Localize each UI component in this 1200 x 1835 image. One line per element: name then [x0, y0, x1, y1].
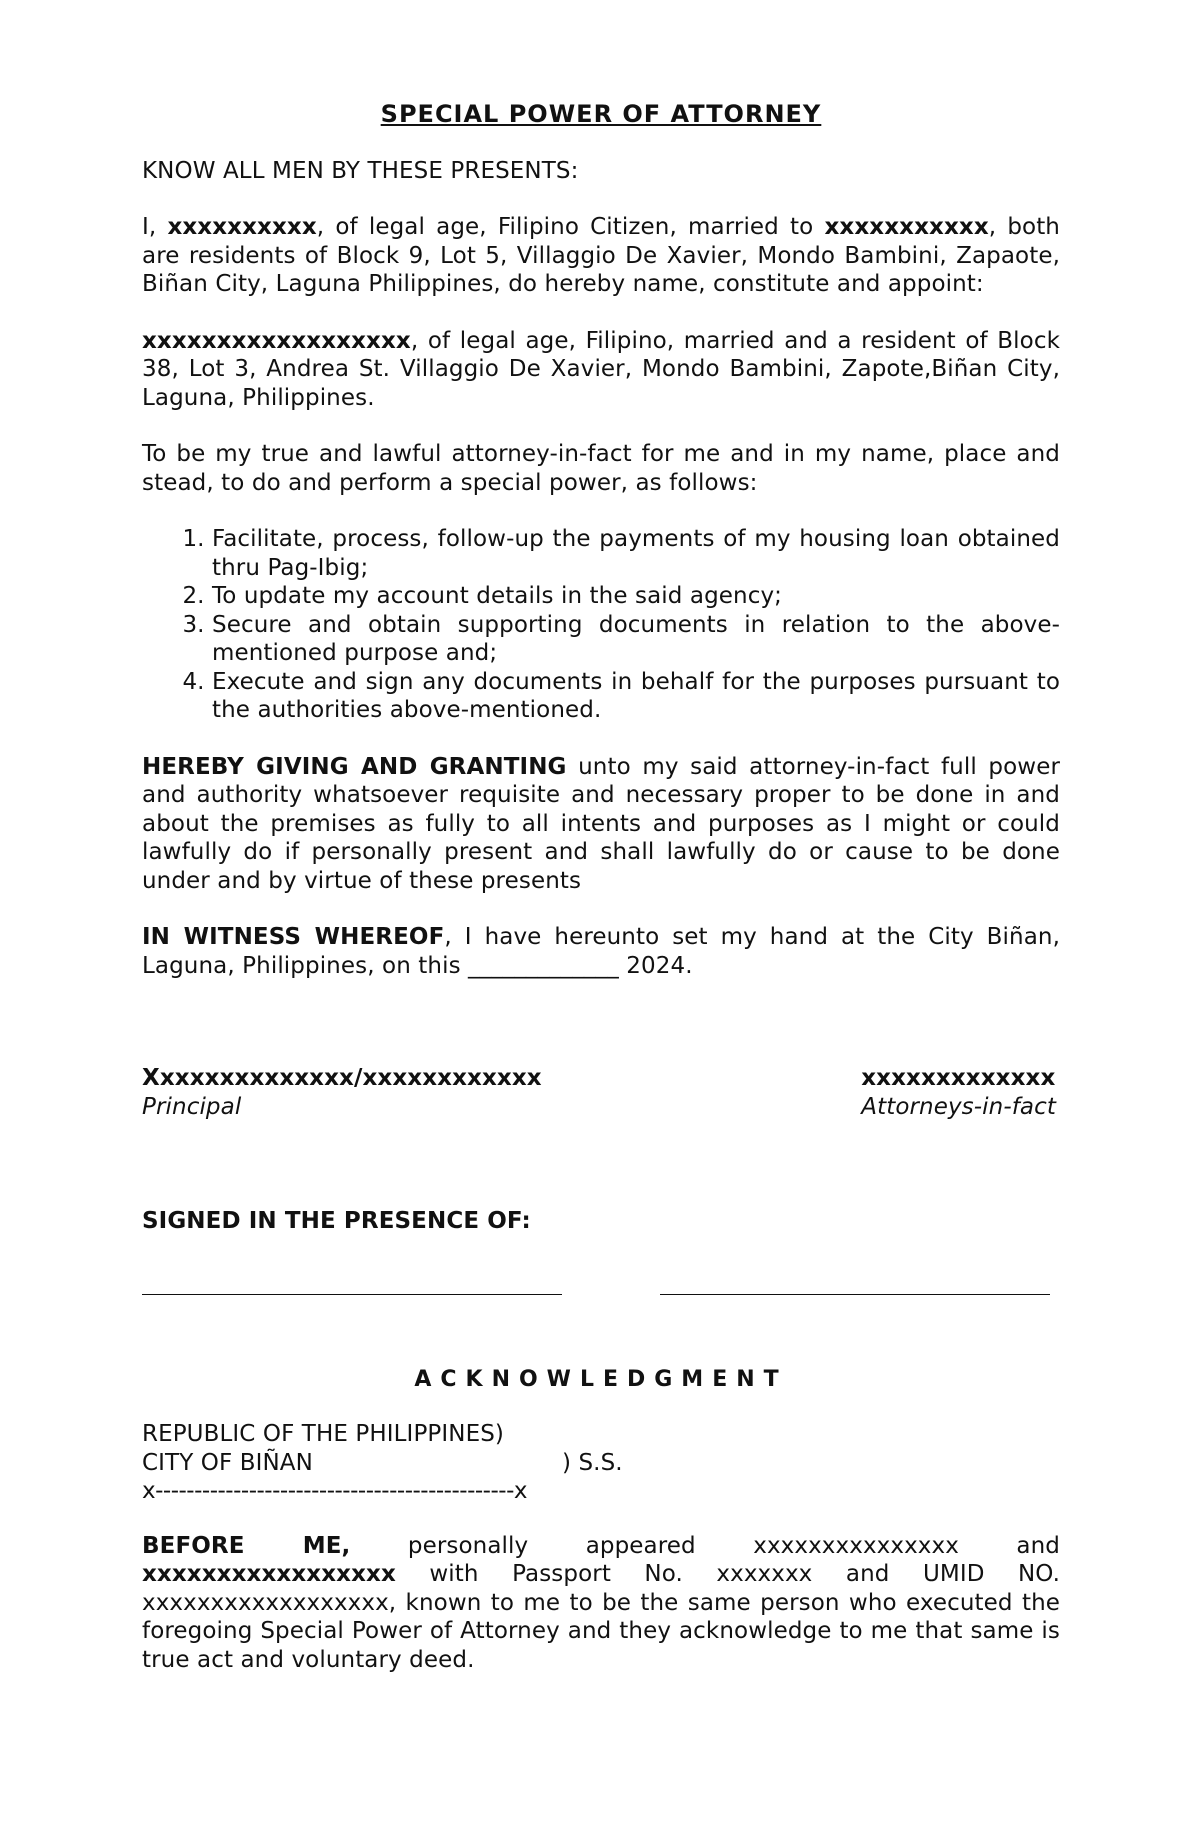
- spouse-name: xxxxxxxxxxx: [824, 214, 989, 240]
- venue-line-1: REPUBLIC OF THE PHILIPPINES): [142, 1421, 504, 1447]
- granting-paragraph: [142, 753, 1060, 896]
- document-page: [142, 100, 1060, 1702]
- ack-lead: BEFORE ME,: [142, 1532, 351, 1559]
- witnesses-heading: SIGNED IN THE PRESENCE OF:: [142, 1208, 531, 1234]
- attorney-role: Attorneys-in-fact: [861, 1093, 1056, 1120]
- attorney-signature-name: xxxxxxxxxxxxx: [861, 1065, 1056, 1091]
- principal-role: Principal: [142, 1093, 242, 1120]
- document-title: SPECIAL POWER OF ATTORNEY: [380, 100, 822, 128]
- granting-lead: HEREBY GIVING AND GRANTING: [142, 753, 567, 780]
- witness-signature-line: [660, 1276, 1050, 1295]
- venue-city: CITY OF BIÑAN: [142, 1449, 313, 1476]
- ack-part2: with Passport No. xxxxxxx and UMID NO. xxxxxxxxxxxxxxxxxx, known to me to be the same person who executed the foregoing Special Power of Attorney and they acknowledge to me that same is true act and voluntary deed.: [142, 1561, 1060, 1673]
- signature-block: [142, 1064, 1060, 1121]
- witness-lines: [142, 1276, 1060, 1296]
- principal-signature-name: Xxxxxxxxxxxxxx/xxxxxxxxxxxx: [142, 1065, 542, 1091]
- list-item: 2. To update my account details in the said agency;: [212, 582, 1060, 611]
- venue-ss: ) S.S.: [562, 1449, 623, 1476]
- list-item: 3. Secure and obtain supporting documents in relation to the above-mentioned purpose and;: [212, 611, 1060, 668]
- witness-lead: IN WITNESS WHEREOF: [142, 924, 445, 950]
- principal-prefix: I,: [142, 214, 168, 240]
- ack-part1: personally appeared xxxxxxxxxxxxxxx and: [350, 1532, 1060, 1559]
- acknowledgment-body: [142, 1532, 1060, 1675]
- witness-paragraph: [142, 923, 1060, 980]
- ack-bold-name: xxxxxxxxxxxxxxxxx: [142, 1561, 396, 1587]
- attorney-signature: [861, 1064, 1056, 1121]
- principal-rest: , both are residents of Block 9, Lot 5, Villaggio De Xavier, Mondo Bambini, Zapaote, Biñan City, Laguna Philippines, do hereby name, constitute and appoint:: [142, 214, 1060, 297]
- granting-rest: unto my said attorney-in-fact full power and authority whatsoever requisite and necessary proper to be done in and about the premises as fully to all intents and purposes as I might or could lawfully do if personally present and shall lawfully do or cause to be done under and by virtue of these presents: [142, 753, 1060, 894]
- venue-divider: x----------------------------------------------x: [142, 1478, 527, 1504]
- attorney-paragraph: [142, 327, 1060, 413]
- principal-paragraph: [142, 213, 1060, 299]
- venue-line-2: [142, 1449, 1060, 1478]
- witness-signature-line: [142, 1276, 562, 1295]
- list-item: 4. Execute and sign any documents in behalf for the purposes pursuant to the authorities above-mentioned.: [212, 668, 1060, 725]
- opening-line: KNOW ALL MEN BY THESE PRESENTS:: [142, 157, 579, 184]
- principal-name: xxxxxxxxxx: [167, 214, 317, 240]
- acknowledgment-title: ACKNOWLEDGMENT: [414, 1366, 788, 1392]
- attorney-rest: , of legal age, Filipino, married and a resident of Block 38, Lot 3, Andrea St. Villaggio De Xavier, Mondo Bambini, Zapote,Biñan City, Laguna, Philippines.: [142, 327, 1060, 411]
- powers-intro: To be my true and lawful attorney-in-fact for me and in my name, place and stead, to do and perform a special power, as follows:: [142, 441, 1060, 496]
- principal-signature: [142, 1064, 542, 1121]
- principal-mid: , of legal age, Filipino Citizen, married to: [316, 214, 825, 240]
- powers-list: [142, 525, 1060, 725]
- attorney-name: xxxxxxxxxxxxxxxxxx: [142, 327, 411, 354]
- witness-rest: , I have hereunto set my hand at the City Biñan, Laguna, Philippines, on this _____________ 2024.: [142, 924, 1061, 979]
- list-item: 1. Facilitate, process, follow-up the payments of my housing loan obtained thru Pag-Ibig;: [212, 525, 1060, 582]
